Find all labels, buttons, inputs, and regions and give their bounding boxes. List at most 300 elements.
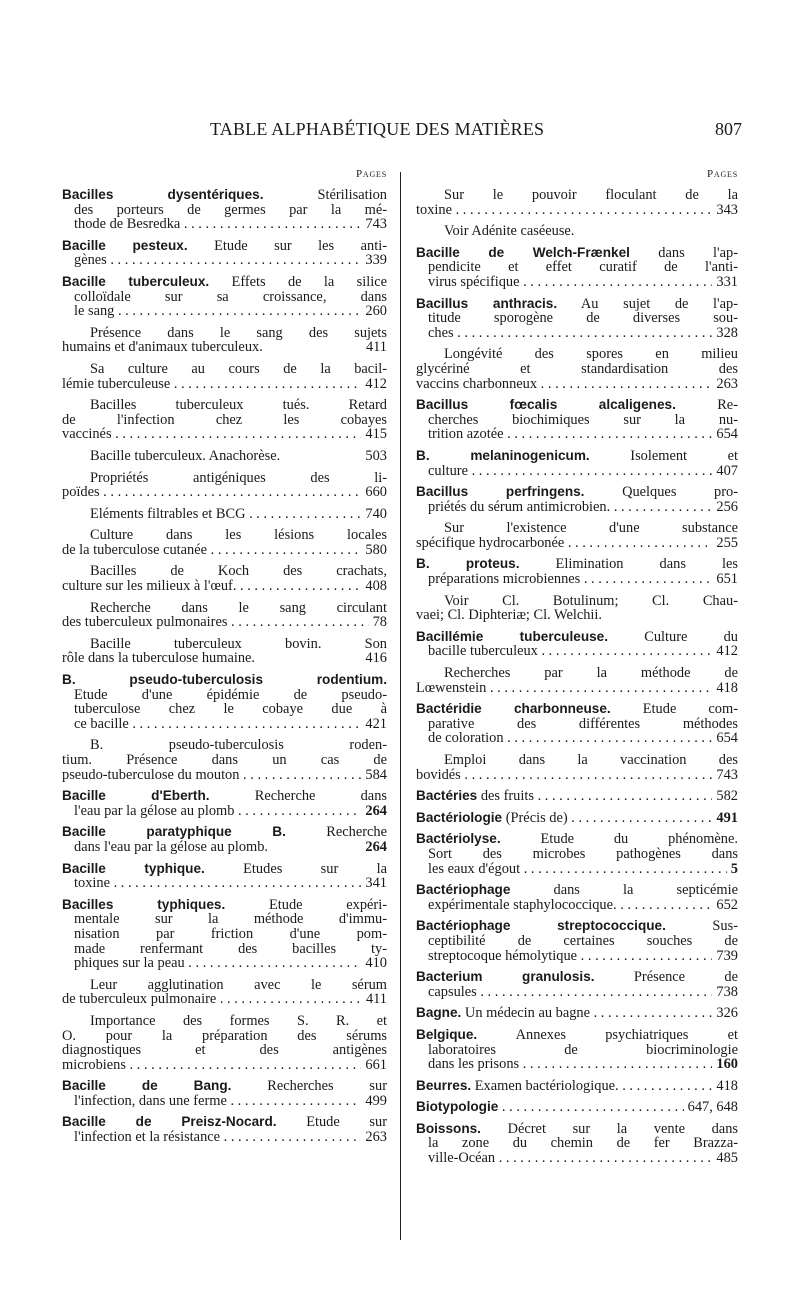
entry-line bbox=[416, 898, 738, 913]
page-reference: 740 bbox=[365, 505, 387, 522]
index-entry bbox=[416, 702, 738, 746]
entry-line bbox=[416, 572, 738, 587]
index-subentry bbox=[416, 188, 738, 217]
page-reference: 418 bbox=[716, 1077, 738, 1094]
dot-leader bbox=[520, 862, 727, 877]
entry-text: phiques sur la peau bbox=[74, 955, 185, 972]
dot-leader bbox=[207, 543, 361, 558]
dot-leader bbox=[110, 876, 361, 891]
entry-line bbox=[416, 985, 738, 1000]
entry-text: culture sur les milieux à l'œuf. bbox=[62, 578, 237, 595]
entry-line bbox=[416, 1079, 738, 1094]
page-reference: 738 bbox=[716, 983, 738, 1000]
page-reference: 412 bbox=[365, 375, 387, 392]
entry-heading: Bacilles typhiques. bbox=[62, 896, 226, 912]
entry-line bbox=[62, 862, 387, 877]
entry-line bbox=[416, 1136, 738, 1151]
entry-heading: Bactériophage streptococcique. bbox=[416, 918, 666, 934]
entry-line bbox=[62, 326, 387, 341]
entry-line bbox=[62, 1029, 387, 1044]
page-reference: 652 bbox=[716, 896, 738, 913]
page-reference: 408 bbox=[365, 578, 387, 595]
entry-line bbox=[62, 876, 387, 891]
entry-text: Sur l'existence d'une substance bbox=[444, 520, 738, 537]
entry-text: des fruits bbox=[477, 788, 534, 805]
entry-text: des tuberculeux pulmonaires bbox=[62, 614, 228, 631]
page-reference: 491 bbox=[716, 809, 738, 826]
index-subentry bbox=[62, 449, 387, 464]
page-reference: 743 bbox=[716, 766, 738, 783]
page-reference: 343 bbox=[716, 201, 738, 218]
dot-leader bbox=[577, 949, 712, 964]
index-entry bbox=[62, 789, 387, 818]
entry-heading: Bacille de Bang. bbox=[62, 1078, 232, 1094]
index-entry bbox=[416, 630, 738, 659]
entry-line bbox=[62, 840, 387, 855]
entry-line bbox=[62, 927, 387, 942]
index-entry bbox=[416, 449, 738, 478]
entry-heading: Bacille d'Eberth. bbox=[62, 788, 210, 804]
index-subentry bbox=[62, 564, 387, 593]
page-reference: 341 bbox=[365, 875, 387, 892]
entry-line bbox=[416, 666, 738, 681]
entry-line bbox=[62, 413, 387, 428]
entry-line bbox=[416, 1100, 738, 1115]
index-subentry bbox=[62, 507, 387, 522]
entry-text: humains et d'animaux tuberculeux. bbox=[62, 339, 263, 356]
dot-leader bbox=[236, 579, 361, 594]
dot-leader bbox=[610, 500, 712, 515]
entry-line bbox=[416, 536, 738, 551]
dot-leader bbox=[580, 572, 712, 587]
index-subentry bbox=[62, 471, 387, 500]
entry-line bbox=[62, 1043, 387, 1058]
entry-heading: Bactéries bbox=[416, 788, 478, 804]
entry-text: Effets de la silice bbox=[209, 273, 387, 290]
entry-line bbox=[416, 789, 738, 804]
pages-label: Pages bbox=[355, 168, 387, 180]
entry-text: bacille tuberculeux bbox=[428, 643, 538, 660]
entry-text: Quelques pro- bbox=[584, 484, 738, 501]
entry-line bbox=[62, 912, 387, 927]
entry-line bbox=[416, 832, 738, 847]
entry-text: parative des différentes méthodes bbox=[428, 715, 738, 732]
entry-line bbox=[416, 753, 738, 768]
index-entry bbox=[416, 398, 738, 442]
index-entry bbox=[416, 1122, 738, 1166]
dot-leader bbox=[520, 275, 713, 290]
entry-text: Etude d'une épidémie de pseudo- bbox=[74, 686, 387, 703]
entry-text: vaccinés bbox=[62, 426, 112, 443]
entry-line bbox=[416, 398, 738, 413]
entry-line bbox=[416, 1028, 738, 1043]
entry-heading: Bacille pesteux. bbox=[62, 237, 188, 253]
entry-line bbox=[416, 427, 738, 442]
entry-line bbox=[62, 377, 387, 392]
index-entries-right bbox=[416, 188, 738, 1166]
entry-text: mentale sur la méthode d'immu- bbox=[74, 911, 387, 928]
entry-text: diagnostiques et des antigènes bbox=[62, 1042, 387, 1059]
entry-line bbox=[416, 731, 738, 746]
entry-text: B. pseudo-tuberculosis roden- bbox=[90, 737, 387, 754]
entry-line bbox=[416, 594, 738, 609]
entry-text: Recherche bbox=[285, 824, 387, 841]
entry-line bbox=[62, 528, 387, 543]
entry-text: Leur agglutination avec le sérum bbox=[90, 976, 387, 993]
index-subentry bbox=[62, 978, 387, 1007]
index-subentry bbox=[416, 753, 738, 782]
entry-text: spécifique hydrocarbonée bbox=[416, 534, 565, 551]
index-entry bbox=[416, 789, 738, 804]
entry-text: Décret sur la vente dans bbox=[480, 1120, 738, 1137]
index-entry bbox=[416, 832, 738, 876]
page-reference: 256 bbox=[716, 498, 738, 515]
entry-line bbox=[416, 919, 738, 934]
entry-text: Etudes sur la bbox=[204, 860, 387, 877]
index-subentry bbox=[416, 521, 738, 550]
entry-text: l'infection, dans une ferme bbox=[74, 1092, 227, 1109]
entry-line bbox=[416, 464, 738, 479]
entry-line bbox=[62, 275, 387, 290]
page-reference: 263 bbox=[365, 1129, 387, 1146]
entry-text: Sur le pouvoir floculant de la bbox=[444, 187, 738, 203]
entry-text: made renfermant des bacilles ty- bbox=[74, 940, 387, 957]
entry-line bbox=[416, 702, 738, 717]
entry-line bbox=[416, 1043, 738, 1058]
index-subentry bbox=[62, 1014, 387, 1072]
dot-leader bbox=[495, 1151, 712, 1166]
entry-text: des porteurs de germes par la mé- bbox=[74, 201, 387, 218]
entry-line bbox=[62, 1079, 387, 1094]
entry-line bbox=[416, 630, 738, 645]
dot-leader bbox=[234, 804, 361, 819]
entry-heading: B. melaninogenicum. bbox=[416, 447, 590, 463]
index-entry bbox=[416, 970, 738, 999]
entry-text: Annexes psychiatriques et bbox=[477, 1026, 738, 1043]
entry-line bbox=[62, 427, 387, 442]
entry-line bbox=[62, 898, 387, 913]
index-subentry bbox=[62, 528, 387, 557]
entry-text: (Précis de) bbox=[502, 809, 568, 826]
dot-leader bbox=[537, 377, 712, 392]
index-subentry bbox=[62, 326, 387, 355]
entry-text: l'eau par la gélose au plomb bbox=[74, 802, 235, 819]
entry-text: de coloration bbox=[428, 730, 504, 747]
entry-heading: Bacille de Welch-Frænkel bbox=[416, 244, 630, 260]
page-reference: 326 bbox=[716, 1005, 738, 1022]
entry-text: Présence de bbox=[594, 969, 738, 986]
entry-text: de tuberculeux pulmonaire bbox=[62, 991, 217, 1008]
entry-line bbox=[62, 651, 387, 666]
entry-line bbox=[62, 579, 387, 594]
entry-heading: B. pseudo-tuberculosis rodentium. bbox=[62, 672, 387, 688]
entry-text: poïdes bbox=[62, 484, 100, 501]
index-entry bbox=[62, 825, 387, 854]
entry-text: Voir Cl. Botulinum; Cl. Chau- bbox=[444, 592, 738, 609]
dot-leader bbox=[564, 536, 712, 551]
entry-text: capsules bbox=[428, 983, 477, 1000]
entry-text: Sa culture au cours de la bacil- bbox=[90, 360, 387, 377]
page-reference: 660 bbox=[365, 484, 387, 501]
entry-line bbox=[62, 738, 387, 753]
entry-line bbox=[416, 608, 738, 623]
entry-text: Lœwenstein bbox=[416, 679, 487, 696]
entry-line bbox=[416, 768, 738, 783]
dot-leader bbox=[619, 1079, 713, 1094]
entry-text: Propriétés antigéniques des li- bbox=[90, 469, 387, 486]
index-entry bbox=[416, 246, 738, 290]
entry-line bbox=[62, 1115, 387, 1130]
entry-line bbox=[62, 615, 387, 630]
entry-text: toxine bbox=[416, 201, 452, 218]
entry-line bbox=[62, 768, 387, 783]
entry-text: Recherche dans le sang circulant bbox=[90, 599, 387, 616]
dot-leader bbox=[239, 768, 361, 783]
index-subentry bbox=[62, 738, 387, 782]
page-reference: 339 bbox=[365, 252, 387, 269]
entry-heading: Boissons. bbox=[416, 1120, 481, 1136]
entry-heading: Belgique. bbox=[416, 1026, 478, 1042]
entry-heading: Bactériologie bbox=[416, 809, 503, 825]
index-entry bbox=[62, 188, 387, 232]
dot-leader bbox=[504, 731, 713, 746]
entry-line bbox=[62, 217, 387, 232]
dot-leader bbox=[126, 1058, 361, 1073]
page-reference: 485 bbox=[716, 1150, 738, 1167]
entry-text: Recherche dans bbox=[209, 788, 387, 805]
entry-text: Isolement et bbox=[589, 447, 738, 464]
dot-leader bbox=[461, 768, 713, 783]
entry-line bbox=[416, 1006, 738, 1021]
entry-text: Présence dans le sang des sujets bbox=[90, 324, 387, 341]
entry-text: tuberculose chez le cobaye due à bbox=[74, 701, 387, 718]
dot-leader bbox=[538, 644, 713, 659]
page-reference: 78 bbox=[372, 614, 387, 631]
entry-line bbox=[416, 644, 738, 659]
entry-line bbox=[416, 883, 738, 898]
entry-text: expérimentale staphylococcique. bbox=[428, 896, 617, 913]
index-entry bbox=[62, 1115, 387, 1144]
entry-line bbox=[416, 377, 738, 392]
entry-line bbox=[416, 485, 738, 500]
entry-heading: Bactériophage bbox=[416, 882, 511, 898]
index-entry bbox=[62, 862, 387, 891]
entry-line bbox=[62, 253, 387, 268]
dot-leader bbox=[100, 485, 362, 500]
index-entry bbox=[416, 883, 738, 912]
dot-leader bbox=[504, 427, 713, 442]
entry-text: priétés du sérum antimicrobien. bbox=[428, 498, 611, 515]
dot-leader bbox=[112, 427, 362, 442]
entry-heading: Bagne. bbox=[416, 1005, 462, 1021]
entry-line bbox=[62, 601, 387, 616]
page-reference: 416 bbox=[365, 650, 387, 667]
dot-leader bbox=[468, 464, 712, 479]
page-reference: 739 bbox=[716, 947, 738, 964]
index-entry bbox=[62, 898, 387, 971]
column-divider bbox=[400, 172, 401, 1240]
entry-text: Etude sur bbox=[276, 1114, 387, 1131]
entry-text: pendicite et effet curatif de l'anti- bbox=[428, 259, 738, 276]
entry-text: cherches biochimiques sur la nu- bbox=[428, 411, 738, 428]
page-reference: 263 bbox=[716, 375, 738, 392]
dot-leader bbox=[227, 1094, 362, 1109]
page-reference: 5 bbox=[730, 860, 738, 877]
entry-line bbox=[416, 246, 738, 261]
entry-heading: Bacillémie tuberculeuse. bbox=[416, 628, 609, 644]
entry-text: Bacille tuberculeux. Anachorèse. bbox=[90, 447, 281, 464]
entry-heading: Bacille tuberculeux. bbox=[62, 273, 210, 289]
page-reference: 415 bbox=[365, 426, 387, 443]
dot-leader bbox=[220, 1130, 361, 1145]
page-reference: 647, 648 bbox=[687, 1099, 738, 1116]
entry-line bbox=[416, 1057, 738, 1072]
entry-line bbox=[416, 362, 738, 377]
entry-text: titude sporogène de diverses sou- bbox=[428, 310, 738, 327]
entry-line bbox=[62, 978, 387, 993]
entry-line bbox=[416, 1151, 738, 1166]
entry-text: Stérilisation bbox=[263, 187, 387, 203]
entry-line bbox=[416, 811, 738, 826]
entry-text: les eaux d'égout bbox=[428, 860, 521, 877]
entry-line bbox=[416, 224, 738, 239]
entry-text: Bacilles de Koch des crachats, bbox=[90, 563, 387, 580]
entry-text: le sang bbox=[74, 303, 115, 320]
page-reference: 582 bbox=[716, 788, 738, 805]
entry-line bbox=[62, 637, 387, 652]
dot-leader bbox=[107, 253, 362, 268]
entry-heading: Bactéridie charbonneuse. bbox=[416, 701, 611, 717]
running-header bbox=[60, 119, 742, 147]
dot-leader bbox=[617, 898, 713, 913]
page-reference: 264 bbox=[365, 802, 387, 819]
entry-text: rôle dans la tuberculose humaine. bbox=[62, 650, 256, 667]
index-subentry bbox=[416, 224, 738, 239]
entry-line bbox=[416, 347, 738, 362]
index-entry bbox=[416, 811, 738, 826]
entry-line bbox=[62, 398, 387, 413]
entry-text: Emploi dans la vaccination des bbox=[444, 752, 738, 768]
left-column bbox=[62, 168, 387, 1152]
entry-text: toxine bbox=[74, 875, 110, 892]
entry-line bbox=[62, 717, 387, 732]
page-reference: 412 bbox=[716, 643, 738, 660]
entry-text: Importance des formes S. R. et bbox=[90, 1012, 387, 1029]
page-reference: 584 bbox=[365, 766, 387, 783]
dot-leader bbox=[534, 789, 712, 804]
page-reference: 743 bbox=[365, 216, 387, 233]
entry-line bbox=[416, 949, 738, 964]
entry-line bbox=[416, 203, 738, 218]
dot-leader bbox=[568, 811, 713, 826]
entry-line bbox=[416, 500, 738, 515]
dot-leader bbox=[129, 717, 362, 732]
entry-line bbox=[416, 275, 738, 290]
entry-text: de l'infection chez les cobayes bbox=[62, 411, 387, 428]
entry-text: Bacille tuberculeux bovin. Son bbox=[90, 635, 387, 652]
index-entry bbox=[416, 297, 738, 341]
page-reference: 654 bbox=[716, 426, 738, 443]
index-subentry bbox=[62, 362, 387, 391]
index-subentry bbox=[416, 666, 738, 695]
entry-line bbox=[416, 260, 738, 275]
entry-line bbox=[62, 956, 387, 971]
index-entry bbox=[62, 239, 387, 268]
index-entry bbox=[416, 1079, 738, 1094]
entry-text: Etude expéri- bbox=[225, 896, 388, 913]
page-reference: 255 bbox=[716, 534, 738, 551]
page-reference: 264 bbox=[365, 838, 387, 855]
entry-text: dans la septicémie bbox=[510, 882, 738, 899]
entry-text: Recherches sur bbox=[231, 1078, 387, 1095]
entry-heading: Bacille paratyphique B. bbox=[62, 824, 286, 840]
page-reference: 503 bbox=[365, 447, 387, 464]
entry-text: dans les prisons bbox=[428, 1056, 520, 1073]
dot-leader bbox=[590, 1006, 712, 1021]
entry-line bbox=[62, 564, 387, 579]
entry-text: Sus- bbox=[665, 918, 738, 935]
index-entry bbox=[416, 1028, 738, 1072]
dot-leader bbox=[245, 507, 361, 522]
page-reference: 661 bbox=[365, 1056, 387, 1073]
index-entry bbox=[62, 1079, 387, 1108]
entry-line bbox=[62, 1058, 387, 1073]
dot-leader bbox=[452, 203, 712, 218]
page-reference: 328 bbox=[716, 324, 738, 341]
entry-line bbox=[416, 717, 738, 732]
page-reference: 499 bbox=[365, 1092, 387, 1109]
index-entry bbox=[416, 557, 738, 586]
entry-line bbox=[62, 673, 387, 688]
entry-heading: Bacillus anthracis. bbox=[416, 295, 558, 311]
entry-text: O. pour la préparation des sérums bbox=[62, 1027, 387, 1044]
dot-leader bbox=[114, 304, 361, 319]
entry-text: Culture du bbox=[608, 628, 738, 645]
entry-line bbox=[62, 992, 387, 1007]
entry-heading: Bacillus fœcalis alcaligenes. bbox=[416, 397, 676, 413]
entry-line bbox=[62, 290, 387, 305]
dot-leader bbox=[486, 681, 712, 696]
entry-text: virus spécifique bbox=[428, 273, 520, 290]
entry-text: Voir Adénite caséeuse. bbox=[444, 223, 575, 240]
page-title: TABLE ALPHABÉTIQUE DES MATIÈRES bbox=[210, 119, 545, 139]
entry-line bbox=[416, 557, 738, 572]
dot-leader bbox=[170, 377, 361, 392]
page-reference: 331 bbox=[716, 273, 738, 290]
entry-heading: Biotypologie bbox=[416, 1099, 499, 1115]
entry-line bbox=[62, 1130, 387, 1145]
page-number: 807 bbox=[715, 119, 742, 139]
entry-line bbox=[62, 340, 387, 355]
entry-text: nisation par friction d'une pom- bbox=[74, 925, 387, 942]
entry-line bbox=[416, 862, 738, 877]
entry-line bbox=[62, 804, 387, 819]
page-reference: 260 bbox=[365, 303, 387, 320]
entry-text: la zone du chemin de fer Brazza- bbox=[428, 1135, 738, 1152]
dot-leader bbox=[227, 615, 368, 630]
dot-leader bbox=[477, 985, 713, 1000]
entry-line bbox=[62, 942, 387, 957]
index-subentry bbox=[62, 637, 387, 666]
entry-text: vaccins charbonneux bbox=[416, 375, 538, 392]
entry-text: Au sujet de l'ap- bbox=[557, 295, 738, 312]
entry-line bbox=[62, 753, 387, 768]
entry-line bbox=[62, 362, 387, 377]
entry-text: ceptibilité de certaines souches de bbox=[428, 932, 738, 949]
dot-leader bbox=[454, 326, 713, 341]
entry-text: bovidés bbox=[416, 766, 461, 783]
entry-text: Sort des microbes pathogènes dans bbox=[428, 845, 738, 862]
